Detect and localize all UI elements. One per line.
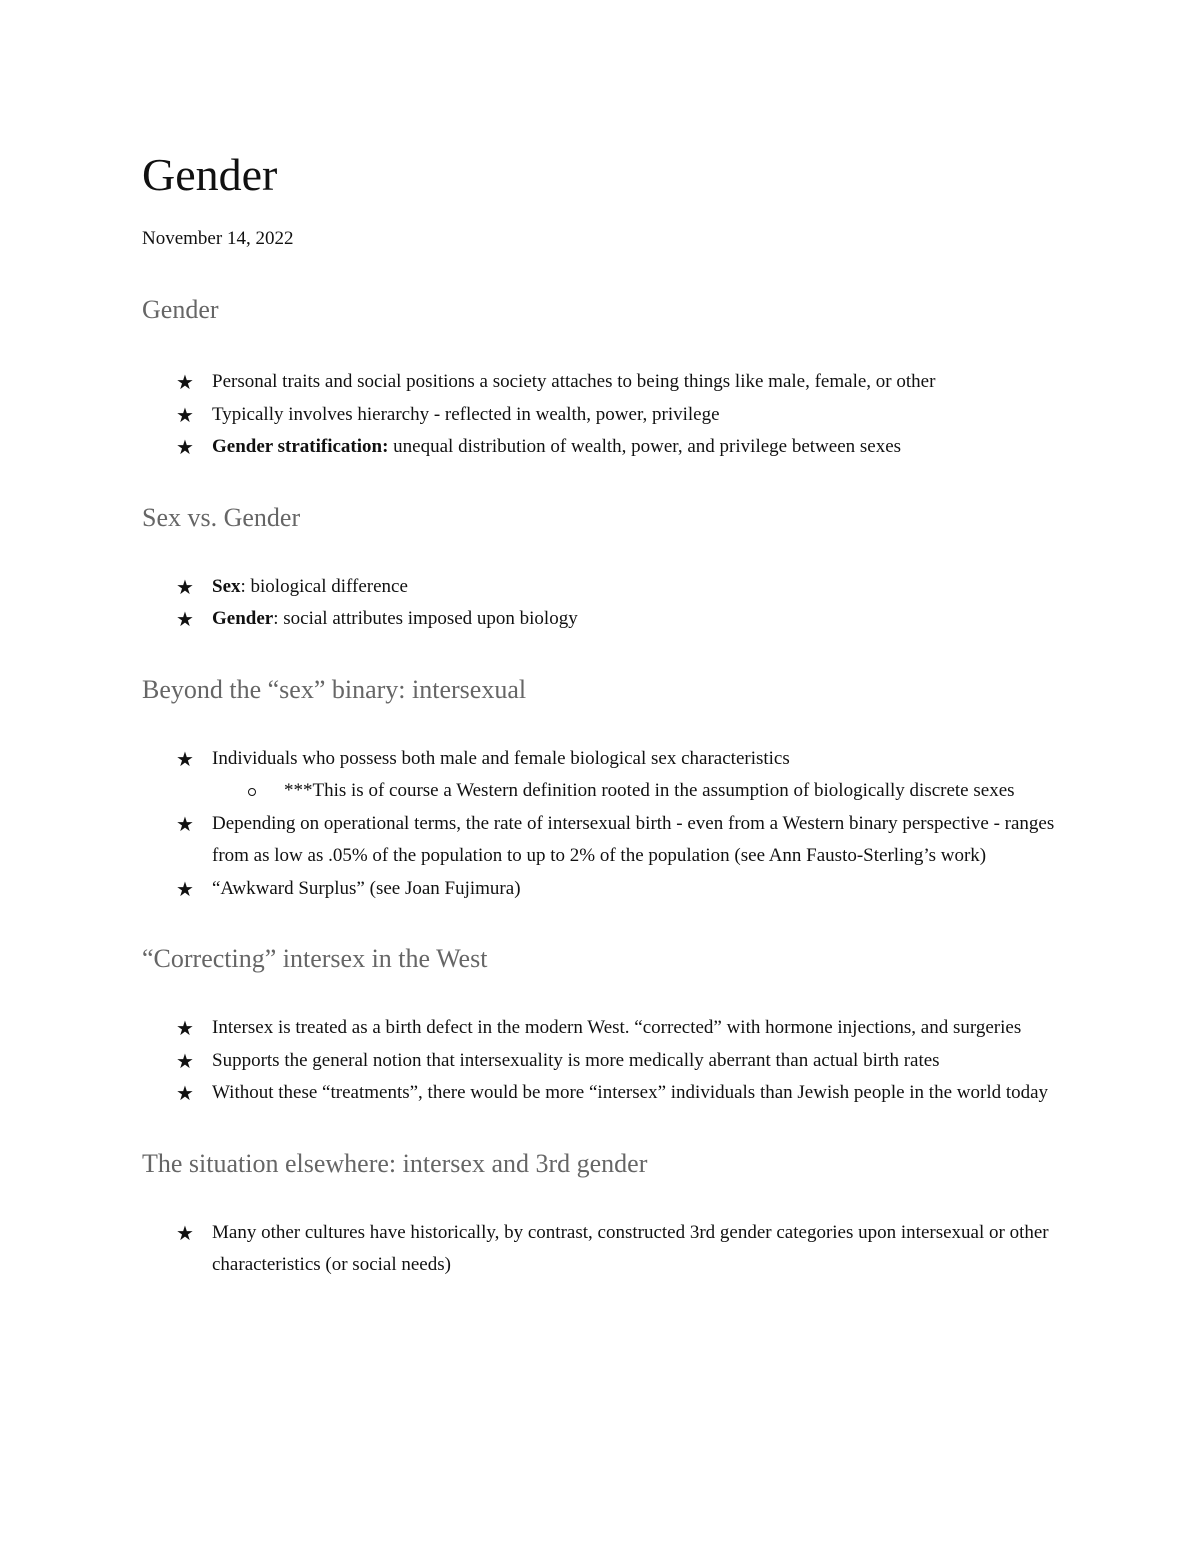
list-item-text: Supports the general notion that intersexuality is more medically aberrant than actual birth rates — [212, 1049, 940, 1071]
list-item — [142, 1077, 1062, 1110]
section-heading: The situation elsewhere: intersex and 3rd gender — [142, 1148, 648, 1178]
section-sex-vs-gender — [142, 502, 1062, 636]
star-icon: ★ — [176, 746, 194, 771]
star-icon: ★ — [176, 1081, 194, 1105]
sub-bullet-list — [212, 775, 1062, 808]
bullet-list — [142, 1217, 1062, 1282]
list-item — [142, 873, 1062, 906]
section-gender — [142, 294, 1062, 464]
list-item-text: : social attributes imposed upon biology — [273, 608, 578, 629]
list-item-text: Depending on operational terms, the rate of intersexual birth - even from a Western binary perspective - ranges from as low as .05% of the population to up to 2% of the population (see Ann Fausto-Sterling’s work) — [212, 812, 1055, 866]
bullet-list — [142, 1012, 1062, 1110]
bullet-list — [142, 743, 1062, 906]
list-item-text: Intersex is treated as a birth defect in the modern West. “corrected” with hormone injections, and surgeries — [212, 1017, 1022, 1038]
star-icon: ★ — [176, 370, 194, 394]
star-icon: ★ — [176, 435, 194, 459]
section-heading: Beyond the “sex” binary: intersexual — [142, 674, 527, 704]
list-item-text: Personal traits and social positions a society attaches to being things like male, female, or other — [212, 371, 936, 392]
star-icon: ★ — [176, 402, 194, 427]
list-item-text: Many other cultures have historically, by contrast, constructed 3rd gender categories upon intersexual or other characteristics (or social needs) — [212, 1221, 1049, 1275]
circle-icon — [248, 788, 256, 796]
list-item — [142, 431, 1062, 464]
list-item-term: Gender stratification: — [212, 436, 389, 457]
list-item — [142, 399, 1062, 432]
star-icon: ★ — [176, 1220, 194, 1245]
document-page — [142, 148, 1062, 1282]
bullet-list — [142, 366, 1062, 464]
star-icon: ★ — [176, 811, 194, 836]
star-icon: ★ — [176, 876, 194, 901]
section-heading: Gender — [142, 295, 219, 324]
list-item-text: Individuals who possess both male and female biological sex characteristics — [212, 747, 790, 769]
section-heading: “Correcting” intersex in the West — [142, 944, 488, 973]
sub-list-item — [212, 775, 1062, 808]
list-item-text: : biological difference — [240, 575, 408, 597]
list-item — [142, 603, 1062, 636]
list-item-term: Sex — [212, 575, 241, 597]
list-item-text: Typically involves hierarchy - reflected in wealth, power, privilege — [212, 403, 720, 425]
list-item-text: unequal distribution of wealth, power, and privilege between sexes — [388, 436, 902, 457]
list-item-text: “Awkward Surplus” (see Joan Fujimura) — [212, 877, 521, 899]
list-item — [142, 1217, 1062, 1282]
document-title: Gender — [142, 149, 278, 200]
sub-list-item-text: ***This is of course a Western definition rooted in the assumption of biologically discrete sexes — [284, 780, 1015, 801]
star-icon: ★ — [176, 607, 194, 631]
section-heading: Sex vs. Gender — [142, 502, 301, 532]
list-item-text: Without these “treatments”, there would be more “intersex” individuals than Jewish people in the world today — [212, 1082, 1049, 1103]
section-correcting-intersex — [142, 943, 1062, 1110]
star-icon: ★ — [176, 1016, 194, 1040]
section-intersexual — [142, 674, 1062, 906]
star-icon: ★ — [176, 1048, 194, 1073]
bullet-list — [142, 571, 1062, 636]
list-item — [142, 743, 1062, 808]
list-item — [142, 1045, 1062, 1078]
list-item — [142, 808, 1062, 873]
document-date: November 14, 2022 — [142, 228, 294, 249]
section-elsewhere — [142, 1148, 1062, 1282]
list-item — [142, 366, 1062, 399]
star-icon: ★ — [176, 574, 194, 599]
list-item — [142, 1012, 1062, 1045]
list-item — [142, 571, 1062, 604]
list-item-term: Gender — [212, 608, 274, 629]
